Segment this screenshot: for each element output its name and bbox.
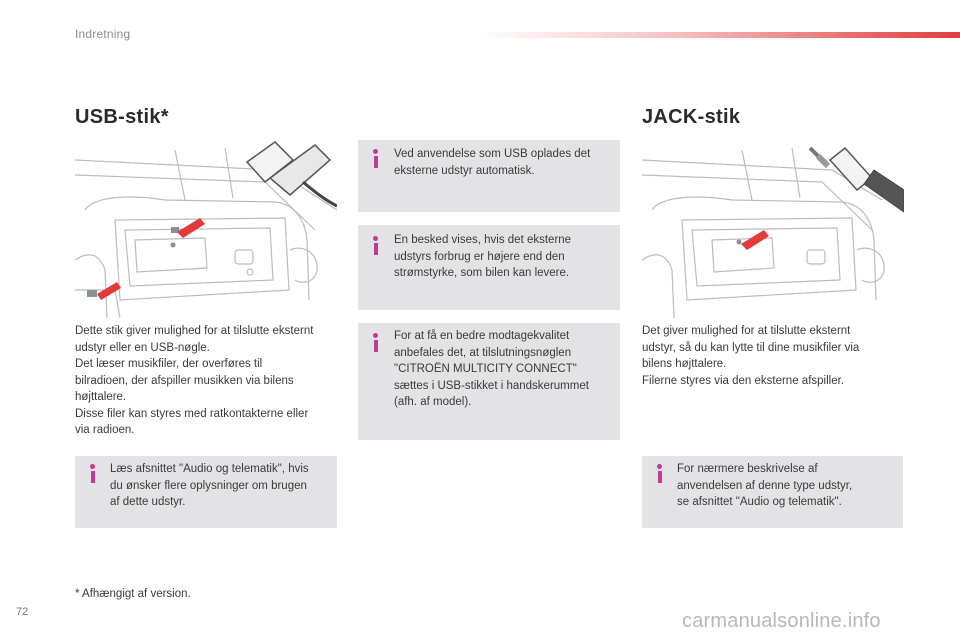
note-line: af dette udstyr.: [110, 496, 186, 508]
info-icon: [372, 236, 380, 255]
watermark: carmanualsonline.info: [682, 610, 881, 632]
usb-description-line: Disse filer kan styres med ratkontakterne eller: [75, 407, 309, 420]
info-line: sættes i USB-stikket i handskerummet: [394, 379, 589, 392]
red-arrow-icon: [741, 230, 769, 250]
note-line: du ønsker flere oplysninger om brugen: [110, 479, 307, 492]
jack-description-line: bilens højttalere.: [642, 358, 727, 370]
jack-description-line: Filerne styres via den eksterne afspiller.: [642, 374, 844, 387]
note-line: anvendelsen af denne type udstyr,: [677, 479, 853, 492]
info-line: eksterne udstyr automatisk.: [394, 164, 535, 177]
note-line: se afsnittet "Audio og telematik".: [677, 496, 842, 508]
usb-description-line: højttalere.: [75, 391, 127, 403]
info-icon: [372, 333, 380, 352]
footnote: * Afhængigt af version.: [75, 588, 191, 600]
info-box-text: [394, 232, 614, 282]
jack-glovebox-drawing: [642, 140, 904, 318]
info-line: (afh. af model).: [394, 396, 472, 408]
info-box-power-warning: [358, 225, 620, 310]
info-box-text: [394, 146, 614, 179]
usb-glovebox-drawing: [75, 140, 337, 318]
usb-description-line: bilradioen, der afspiller musikken via bilens: [75, 374, 294, 387]
info-line: anbefales det, at tilslutningsnøglen: [394, 346, 572, 359]
usb-illustration: [75, 140, 337, 318]
usb-note-text: [110, 461, 330, 511]
info-box-connect-key: [358, 323, 620, 440]
info-icon: [656, 464, 664, 483]
red-arrow-icon: [97, 282, 121, 300]
info-line: "CITROËN MULTICITY CONNECT": [394, 363, 577, 375]
jack-description: [642, 323, 912, 389]
jack-note-text: [677, 461, 897, 511]
info-icon: [89, 464, 97, 483]
info-box-text: [394, 328, 616, 411]
jack-description-line: Det giver mulighed for at tilslutte eksternt: [642, 325, 851, 337]
red-arrow-icon: [177, 218, 205, 238]
info-box-usb-charging: [358, 140, 620, 212]
note-line: Læs afsnittet "Audio og telematik", hvis: [110, 463, 309, 475]
info-line: For at få en bedre modtagekvalitet: [394, 330, 570, 342]
jack-section-title: JACK-stik: [642, 106, 741, 128]
info-line: udstyrs forbrug er højere end den: [394, 250, 565, 263]
usb-note-box: [75, 456, 337, 528]
header-accent-bar: [478, 32, 960, 38]
usb-description: [75, 323, 345, 439]
usb-description-line: udstyr eller en USB-nøgle.: [75, 341, 210, 354]
info-icon: [372, 149, 380, 168]
note-line: For nærmere beskrivelse af: [677, 463, 818, 475]
jack-plug-icon: [810, 148, 904, 212]
info-line: En besked vises, hvis det eksterne: [394, 234, 572, 246]
usb-description-line: via radioen.: [75, 424, 135, 436]
jack-illustration: [642, 140, 904, 318]
page-number: 72: [16, 606, 29, 618]
usb-section-title: USB-stik*: [75, 106, 169, 128]
usb-description-line: Dette stik giver mulighed for at tilslutte eksternt: [75, 325, 314, 337]
jack-description-line: udstyr, så du kan lytte til dine musikfiler via: [642, 341, 860, 354]
section-label: Indretning: [75, 27, 131, 41]
usb-plug-icon: [247, 142, 337, 206]
jack-note-box: [642, 456, 903, 528]
info-line: Ved anvendelse som USB oplades det: [394, 148, 591, 160]
usb-description-line: Det læser musikfiler, der overføres til: [75, 358, 263, 370]
info-line: strømstyrke, som bilen kan levere.: [394, 267, 570, 279]
